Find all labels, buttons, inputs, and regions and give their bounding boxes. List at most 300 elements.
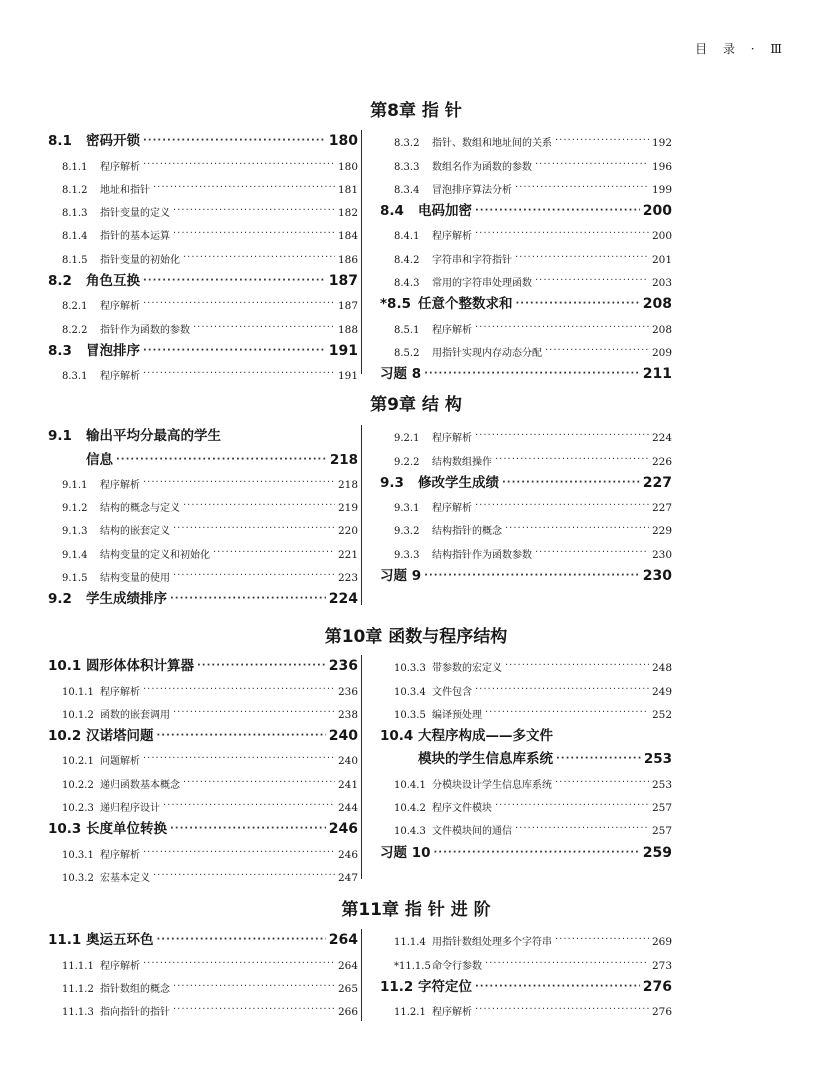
dot-leader: [153, 183, 335, 196]
dot-leader: [545, 346, 649, 359]
toc-subsection-entry[interactable]: [48, 972, 358, 995]
chapter-11: [0, 895, 832, 921]
dot-leader: [502, 478, 640, 491]
toc-section-entry[interactable]: [48, 721, 358, 744]
entry-title: 文件模块间的通信: [432, 826, 512, 838]
entry-number: 习题 8: [380, 366, 422, 383]
dot-leader: [475, 982, 640, 995]
entry-title: 结构指针的概念: [432, 526, 502, 538]
dot-leader: [515, 824, 649, 837]
entry-number: 8.4: [380, 203, 404, 220]
page-number: 203: [651, 277, 672, 290]
toc-section-entry[interactable]: [380, 359, 672, 382]
page-number: 184: [337, 230, 358, 243]
page-number: 188: [337, 323, 358, 336]
toc-subsection-entry[interactable]: [380, 814, 672, 837]
entry-number: 8.4.2: [394, 254, 420, 266]
entry-number: 9.1.2: [62, 503, 88, 515]
toc-section-entry[interactable]: [380, 561, 672, 584]
dot-leader: [183, 778, 335, 791]
entry-title: 递归程序设计: [100, 803, 160, 815]
entry-title: 指针、数组和地址间的关系: [432, 138, 552, 150]
entry-title: 字符串和字符指针: [432, 254, 512, 266]
page-number: 224: [651, 432, 672, 445]
entry-number: 9.1.1: [62, 479, 88, 491]
toc-subsection-entry[interactable]: [48, 514, 358, 537]
entry-title: 指针的基本运算: [100, 231, 170, 243]
page-number: 246: [337, 848, 358, 861]
toc-subsection-entry[interactable]: [380, 948, 672, 971]
dot-leader: [495, 801, 649, 814]
toc-subsection-entry[interactable]: [380, 266, 672, 289]
toc-section-entry[interactable]: [48, 584, 358, 607]
column-divider: [361, 425, 362, 605]
dot-leader: [485, 959, 649, 972]
dot-leader: [475, 323, 649, 336]
chapter-8: [0, 96, 832, 122]
page-number: 200: [651, 230, 672, 243]
dot-leader: [556, 754, 641, 767]
dot-leader: [535, 276, 649, 289]
page-number: 196: [651, 160, 672, 173]
toc-subsection-entry[interactable]: [48, 995, 358, 1018]
page-number: 201: [651, 253, 672, 266]
toc-subsection-entry[interactable]: [380, 312, 672, 335]
page-number: 218: [337, 478, 358, 491]
entry-number: 8.3.4: [394, 184, 420, 196]
toc-subsection-entry[interactable]: [380, 995, 672, 1018]
entry-number: 11.1: [48, 932, 82, 949]
dot-leader: [495, 455, 649, 468]
entry-title: 结构变量的使用: [100, 573, 170, 585]
entry-number: 11.1.1: [62, 960, 94, 972]
entry-number: 8.1.4: [62, 231, 88, 243]
entry-title: 程序解析: [432, 324, 472, 336]
entry-number: 11.1.2: [62, 983, 94, 995]
toc-section-entry[interactable]: [48, 126, 358, 149]
entry-title: 文件包含: [432, 686, 472, 698]
entry-title: 长度单位转换: [86, 821, 167, 838]
page-number: 257: [651, 802, 672, 815]
toc-subsection-entry[interactable]: [380, 491, 672, 514]
page-number: 209: [651, 346, 672, 359]
page-number: 227: [651, 502, 672, 515]
toc-section-entry[interactable]: [380, 289, 672, 312]
entry-title: 结构的概念与定义: [100, 503, 180, 515]
toc-column-left: [48, 925, 358, 1018]
entry-number: 11.2: [380, 978, 414, 995]
dot-leader: [170, 824, 326, 837]
entry-title: 结构变量的定义和初始化: [100, 549, 210, 561]
toc-section-entry[interactable]: [380, 972, 672, 995]
page-number: 238: [337, 708, 358, 721]
toc-entry-continuation[interactable]: [48, 444, 358, 467]
dot-leader: [485, 708, 649, 721]
toc-subsection-entry[interactable]: [48, 791, 358, 814]
toc-subsection-entry[interactable]: [48, 359, 358, 382]
toc-section-entry[interactable]: [380, 837, 672, 860]
page-number: 211: [642, 366, 672, 383]
entry-number: 8.2.2: [62, 324, 88, 336]
dot-leader: [143, 276, 326, 289]
toc-entry-continuation[interactable]: [380, 744, 672, 767]
page-number: 187: [328, 273, 358, 290]
dot-leader: [535, 548, 649, 561]
page-number: 276: [651, 1006, 672, 1019]
entry-title: 角色互换: [86, 273, 140, 290]
toc-subsection-entry[interactable]: [48, 312, 358, 335]
entry-number: 10.3: [48, 821, 82, 838]
toc-subsection-entry[interactable]: [380, 242, 672, 265]
entry-title: 函数的嵌套调用: [100, 709, 170, 721]
toc-subsection-entry[interactable]: [380, 421, 672, 444]
entry-title: 程序解析: [100, 686, 140, 698]
page-number: 259: [642, 844, 672, 861]
entry-title: 程序解析: [100, 479, 140, 491]
entry-number: 10.1.2: [62, 709, 94, 721]
page-number: 181: [337, 183, 358, 196]
dot-leader: [213, 548, 335, 561]
toc-column-right: [380, 421, 672, 584]
entry-title: 输出平均分最高的学生: [86, 428, 221, 445]
entry-number: 9.1.3: [62, 526, 88, 538]
page-number: 208: [651, 323, 672, 336]
entry-number: 9.3.2: [394, 526, 420, 538]
toc-column-right: [380, 651, 672, 861]
page-number: 208: [642, 296, 672, 313]
entry-number: 9.3.1: [394, 503, 420, 515]
dot-leader: [143, 754, 335, 767]
toc-section-entry[interactable]: [48, 925, 358, 948]
dot-leader: [475, 685, 649, 698]
entry-title: 程序解析: [100, 849, 140, 861]
toc-column-right: [380, 925, 672, 1018]
toc-subsection-entry[interactable]: [48, 861, 358, 884]
entry-number: *8.5: [380, 296, 411, 313]
toc-subsection-entry[interactable]: [48, 837, 358, 860]
toc-column-right: [380, 126, 672, 382]
dot-leader: [143, 685, 335, 698]
entry-number: 10.3.4: [394, 686, 426, 698]
entry-title: 信息: [86, 451, 113, 468]
entry-number: 9.1.5: [62, 573, 88, 585]
dot-leader: [475, 431, 649, 444]
toc-subsection-entry[interactable]: [380, 698, 672, 721]
toc-subsection-entry[interactable]: [380, 674, 672, 697]
entry-title: 递归函数基本概念: [100, 779, 180, 791]
dot-leader: [173, 524, 335, 537]
entry-title: 用指针数组处理多个字符串: [432, 937, 552, 949]
entry-number: 10.4.3: [394, 826, 426, 838]
dot-leader: [555, 136, 649, 149]
entry-title: 指向指针的指针: [100, 1007, 170, 1019]
page-number: 269: [651, 936, 672, 949]
dot-leader: [143, 160, 335, 173]
page-number: 191: [337, 370, 358, 383]
toc-column-left: [48, 126, 358, 382]
toc-section-entry[interactable]: [48, 814, 358, 837]
entry-title: 地址和指针: [100, 184, 150, 196]
dot-leader: [143, 369, 335, 382]
dot-leader: [157, 731, 326, 744]
toc-section-entry[interactable]: [48, 336, 358, 359]
entry-number: 8.3.3: [394, 161, 420, 173]
entry-number: 8.2.1: [62, 301, 88, 313]
toc-subsection-entry[interactable]: [48, 468, 358, 491]
dot-leader: [143, 478, 335, 491]
entry-title: 用指针实现内存动态分配: [432, 347, 542, 359]
toc-subsection-entry[interactable]: [380, 444, 672, 467]
entry-number: 10.4.2: [394, 803, 426, 815]
page-number: 249: [651, 685, 672, 698]
chapter-title: 第11章 指 针 进 阶: [341, 900, 491, 920]
entry-number: 10.1: [48, 658, 82, 675]
entry-title: 程序解析: [432, 231, 472, 243]
dot-leader: [170, 594, 326, 607]
dot-leader: [475, 229, 649, 242]
entry-title: 密码开锁: [86, 133, 140, 150]
entry-number: 10.2.1: [62, 756, 94, 768]
page-number: 240: [328, 728, 358, 745]
entry-title: 圆形体体积计算器: [86, 658, 194, 675]
entry-title: 指针数组的概念: [100, 983, 170, 995]
entry-number: 9.2.2: [394, 456, 420, 468]
toc-column-left: [48, 421, 358, 607]
column-divider: [361, 929, 362, 1021]
toc-subsection-entry[interactable]: [48, 219, 358, 242]
toc-subsection-entry[interactable]: [380, 514, 672, 537]
page-number: 265: [337, 982, 358, 995]
toc-subsection-entry[interactable]: [48, 491, 358, 514]
entry-number: 习题 10: [380, 844, 431, 861]
page-number: 244: [337, 802, 358, 815]
entry-title: 程序解析: [432, 503, 472, 515]
toc-subsection-entry[interactable]: [48, 173, 358, 196]
entry-number: 习题 9: [380, 568, 422, 585]
page-number: 236: [328, 658, 358, 675]
page-number: 221: [337, 548, 358, 561]
entry-number: 11.1.3: [62, 1007, 94, 1019]
dot-leader: [505, 661, 649, 674]
dot-leader: [173, 708, 335, 721]
toc-section-entry[interactable]: [48, 651, 358, 674]
entry-number: 9.3.3: [394, 549, 420, 561]
dot-leader: [555, 935, 649, 948]
chapter-title: 第10章 函数与程序结构: [324, 627, 508, 647]
entry-number: 10.4.1: [394, 779, 426, 791]
entry-title: 数组名作为函数的参数: [432, 161, 532, 173]
page-number: 230: [651, 548, 672, 561]
toc-section-entry[interactable]: [380, 468, 672, 491]
dot-leader: [173, 229, 335, 242]
toc-subsection-entry[interactable]: [48, 561, 358, 584]
entry-number: 8.1.5: [62, 254, 88, 266]
page-number: 223: [337, 572, 358, 585]
page-number: 218: [329, 451, 358, 468]
toc-subsection-entry[interactable]: [380, 925, 672, 948]
toc-subsection-entry[interactable]: [48, 149, 358, 172]
page-number: 191: [328, 342, 358, 359]
entry-number: 8.5.1: [394, 324, 420, 336]
entry-number: 10.2.2: [62, 779, 94, 791]
toc-subsection-entry[interactable]: [380, 791, 672, 814]
toc-subsection-entry[interactable]: [48, 948, 358, 971]
toc-subsection-entry[interactable]: [48, 698, 358, 721]
toc-subsection-entry[interactable]: [380, 651, 672, 674]
dot-leader: [475, 1005, 649, 1018]
dot-leader: [434, 848, 640, 861]
page-number: 273: [651, 959, 672, 972]
toc-subsection-entry[interactable]: [48, 289, 358, 312]
toc-subsection-entry[interactable]: [48, 674, 358, 697]
toc-column-left: [48, 651, 358, 884]
toc-section-entry[interactable]: [48, 421, 358, 444]
toc-subsection-entry[interactable]: [48, 767, 358, 790]
entry-title: 程序解析: [432, 1007, 472, 1019]
dot-leader: [515, 253, 649, 266]
entry-title: 编译预处理: [432, 709, 482, 721]
entry-title: 分模块设计学生信息库系统: [432, 779, 552, 791]
toc-subsection-entry[interactable]: [48, 242, 358, 265]
chapter-title: 第8章 指 针: [370, 101, 462, 121]
entry-title: 结构指针作为函数参数: [432, 549, 532, 561]
dot-leader: [163, 801, 335, 814]
entry-title: 程序解析: [100, 960, 140, 972]
dot-leader: [173, 982, 335, 995]
entry-title: 修改学生成绩: [418, 474, 499, 491]
page-number: 257: [651, 825, 672, 838]
page-number: 182: [337, 207, 358, 220]
entry-title: 字符定位: [418, 978, 472, 995]
entry-number: 8.1.3: [62, 208, 88, 220]
page-number: 220: [337, 525, 358, 538]
dot-leader: [516, 299, 640, 312]
chapter-10: [0, 622, 832, 648]
page-number: 192: [651, 137, 672, 150]
column-divider: [361, 130, 362, 374]
entry-number: 11.2.1: [394, 1007, 426, 1019]
entry-number: 8.1: [48, 133, 72, 150]
entry-number: 10.2.3: [62, 803, 94, 815]
dot-leader: [475, 206, 640, 219]
toc-subsection-entry[interactable]: [380, 767, 672, 790]
entry-number: 8.1.1: [62, 161, 88, 173]
dot-leader: [157, 935, 326, 948]
page-number: 264: [337, 959, 358, 972]
entry-title: 程序解析: [100, 161, 140, 173]
entry-title: 程序文件模块: [432, 803, 492, 815]
dot-leader: [173, 571, 335, 584]
entry-title: 程序解析: [100, 301, 140, 313]
dot-leader: [183, 253, 335, 266]
dot-leader: [535, 160, 649, 173]
entry-title: 冒泡排序算法分析: [432, 184, 512, 196]
dot-leader: [143, 346, 326, 359]
page-number: 227: [642, 474, 672, 491]
entry-title: 汉诺塔问题: [86, 728, 154, 745]
entry-title: 结构数组操作: [432, 456, 492, 468]
page-number: 236: [337, 685, 358, 698]
dot-leader: [153, 871, 335, 884]
page-number: 253: [651, 778, 672, 791]
entry-title: 任意个整数求和: [418, 296, 513, 313]
entry-title: 模块的学生信息库系统: [418, 751, 553, 768]
entry-title: 学生成绩排序: [86, 591, 167, 608]
entry-number: 10.2: [48, 728, 82, 745]
page-number: 276: [642, 978, 672, 995]
entry-title: 冒泡排序: [86, 342, 140, 359]
entry-title: 宏基本定义: [100, 872, 150, 884]
entry-number: 9.2.1: [394, 433, 420, 445]
page-number: 187: [337, 300, 358, 313]
entry-title: 命令行参数: [432, 960, 482, 972]
entry-number: 10.1.1: [62, 686, 94, 698]
page-number: 246: [328, 821, 358, 838]
dot-leader: [515, 183, 649, 196]
entry-number: 10.3.3: [394, 663, 426, 675]
page-number: 226: [651, 455, 672, 468]
toc-section-entry[interactable]: [380, 721, 672, 744]
running-head: 目 录 · Ⅲ: [695, 42, 788, 56]
entry-number: 8.3: [48, 342, 72, 359]
page-number: 224: [328, 591, 358, 608]
dot-leader: [143, 848, 335, 861]
toc-subsection-entry[interactable]: [48, 196, 358, 219]
dot-leader: [173, 206, 335, 219]
entry-number: 8.1.2: [62, 184, 88, 196]
toc-subsection-entry[interactable]: [48, 537, 358, 560]
page-number: 200: [642, 203, 672, 220]
toc-section-entry[interactable]: [380, 196, 672, 219]
page-number: 252: [651, 708, 672, 721]
entry-title: 指针作为函数的参数: [100, 324, 190, 336]
page-number: 229: [651, 525, 672, 538]
entry-number: 10.4: [380, 728, 414, 745]
toc-subsection-entry[interactable]: [380, 219, 672, 242]
entry-title: 问题解析: [100, 756, 140, 768]
toc-section-entry[interactable]: [48, 266, 358, 289]
toc-subsection-entry[interactable]: [380, 173, 672, 196]
page-number: 240: [337, 755, 358, 768]
entry-title: 常用的字符串处理函数: [432, 278, 532, 290]
entry-title: 指针变量的初始化: [100, 254, 180, 266]
toc-subsection-entry[interactable]: [380, 537, 672, 560]
dot-leader: [505, 524, 649, 537]
dot-leader: [424, 571, 640, 584]
entry-number: 11.1.4: [394, 937, 426, 949]
toc-subsection-entry[interactable]: [48, 744, 358, 767]
entry-number: 8.3.2: [394, 138, 420, 150]
chapter-9: [0, 390, 832, 416]
entry-title: 结构的嵌套定义: [100, 526, 170, 538]
page-number: 241: [337, 778, 358, 791]
toc-subsection-entry[interactable]: [380, 126, 672, 149]
dot-leader: [143, 299, 335, 312]
chapter-title: 第9章 结 构: [370, 395, 462, 415]
toc-subsection-entry[interactable]: [380, 149, 672, 172]
entry-number: 10.3.1: [62, 849, 94, 861]
entry-number: *11.1.5: [394, 960, 431, 972]
page-number: 264: [328, 932, 358, 949]
entry-title: 程序解析: [432, 433, 472, 445]
entry-number: 9.3: [380, 474, 404, 491]
dot-leader: [173, 1005, 335, 1018]
dot-leader: [475, 501, 649, 514]
dot-leader: [116, 455, 327, 468]
dot-leader: [197, 661, 326, 674]
toc-subsection-entry[interactable]: [380, 336, 672, 359]
page-number: 247: [337, 871, 358, 884]
